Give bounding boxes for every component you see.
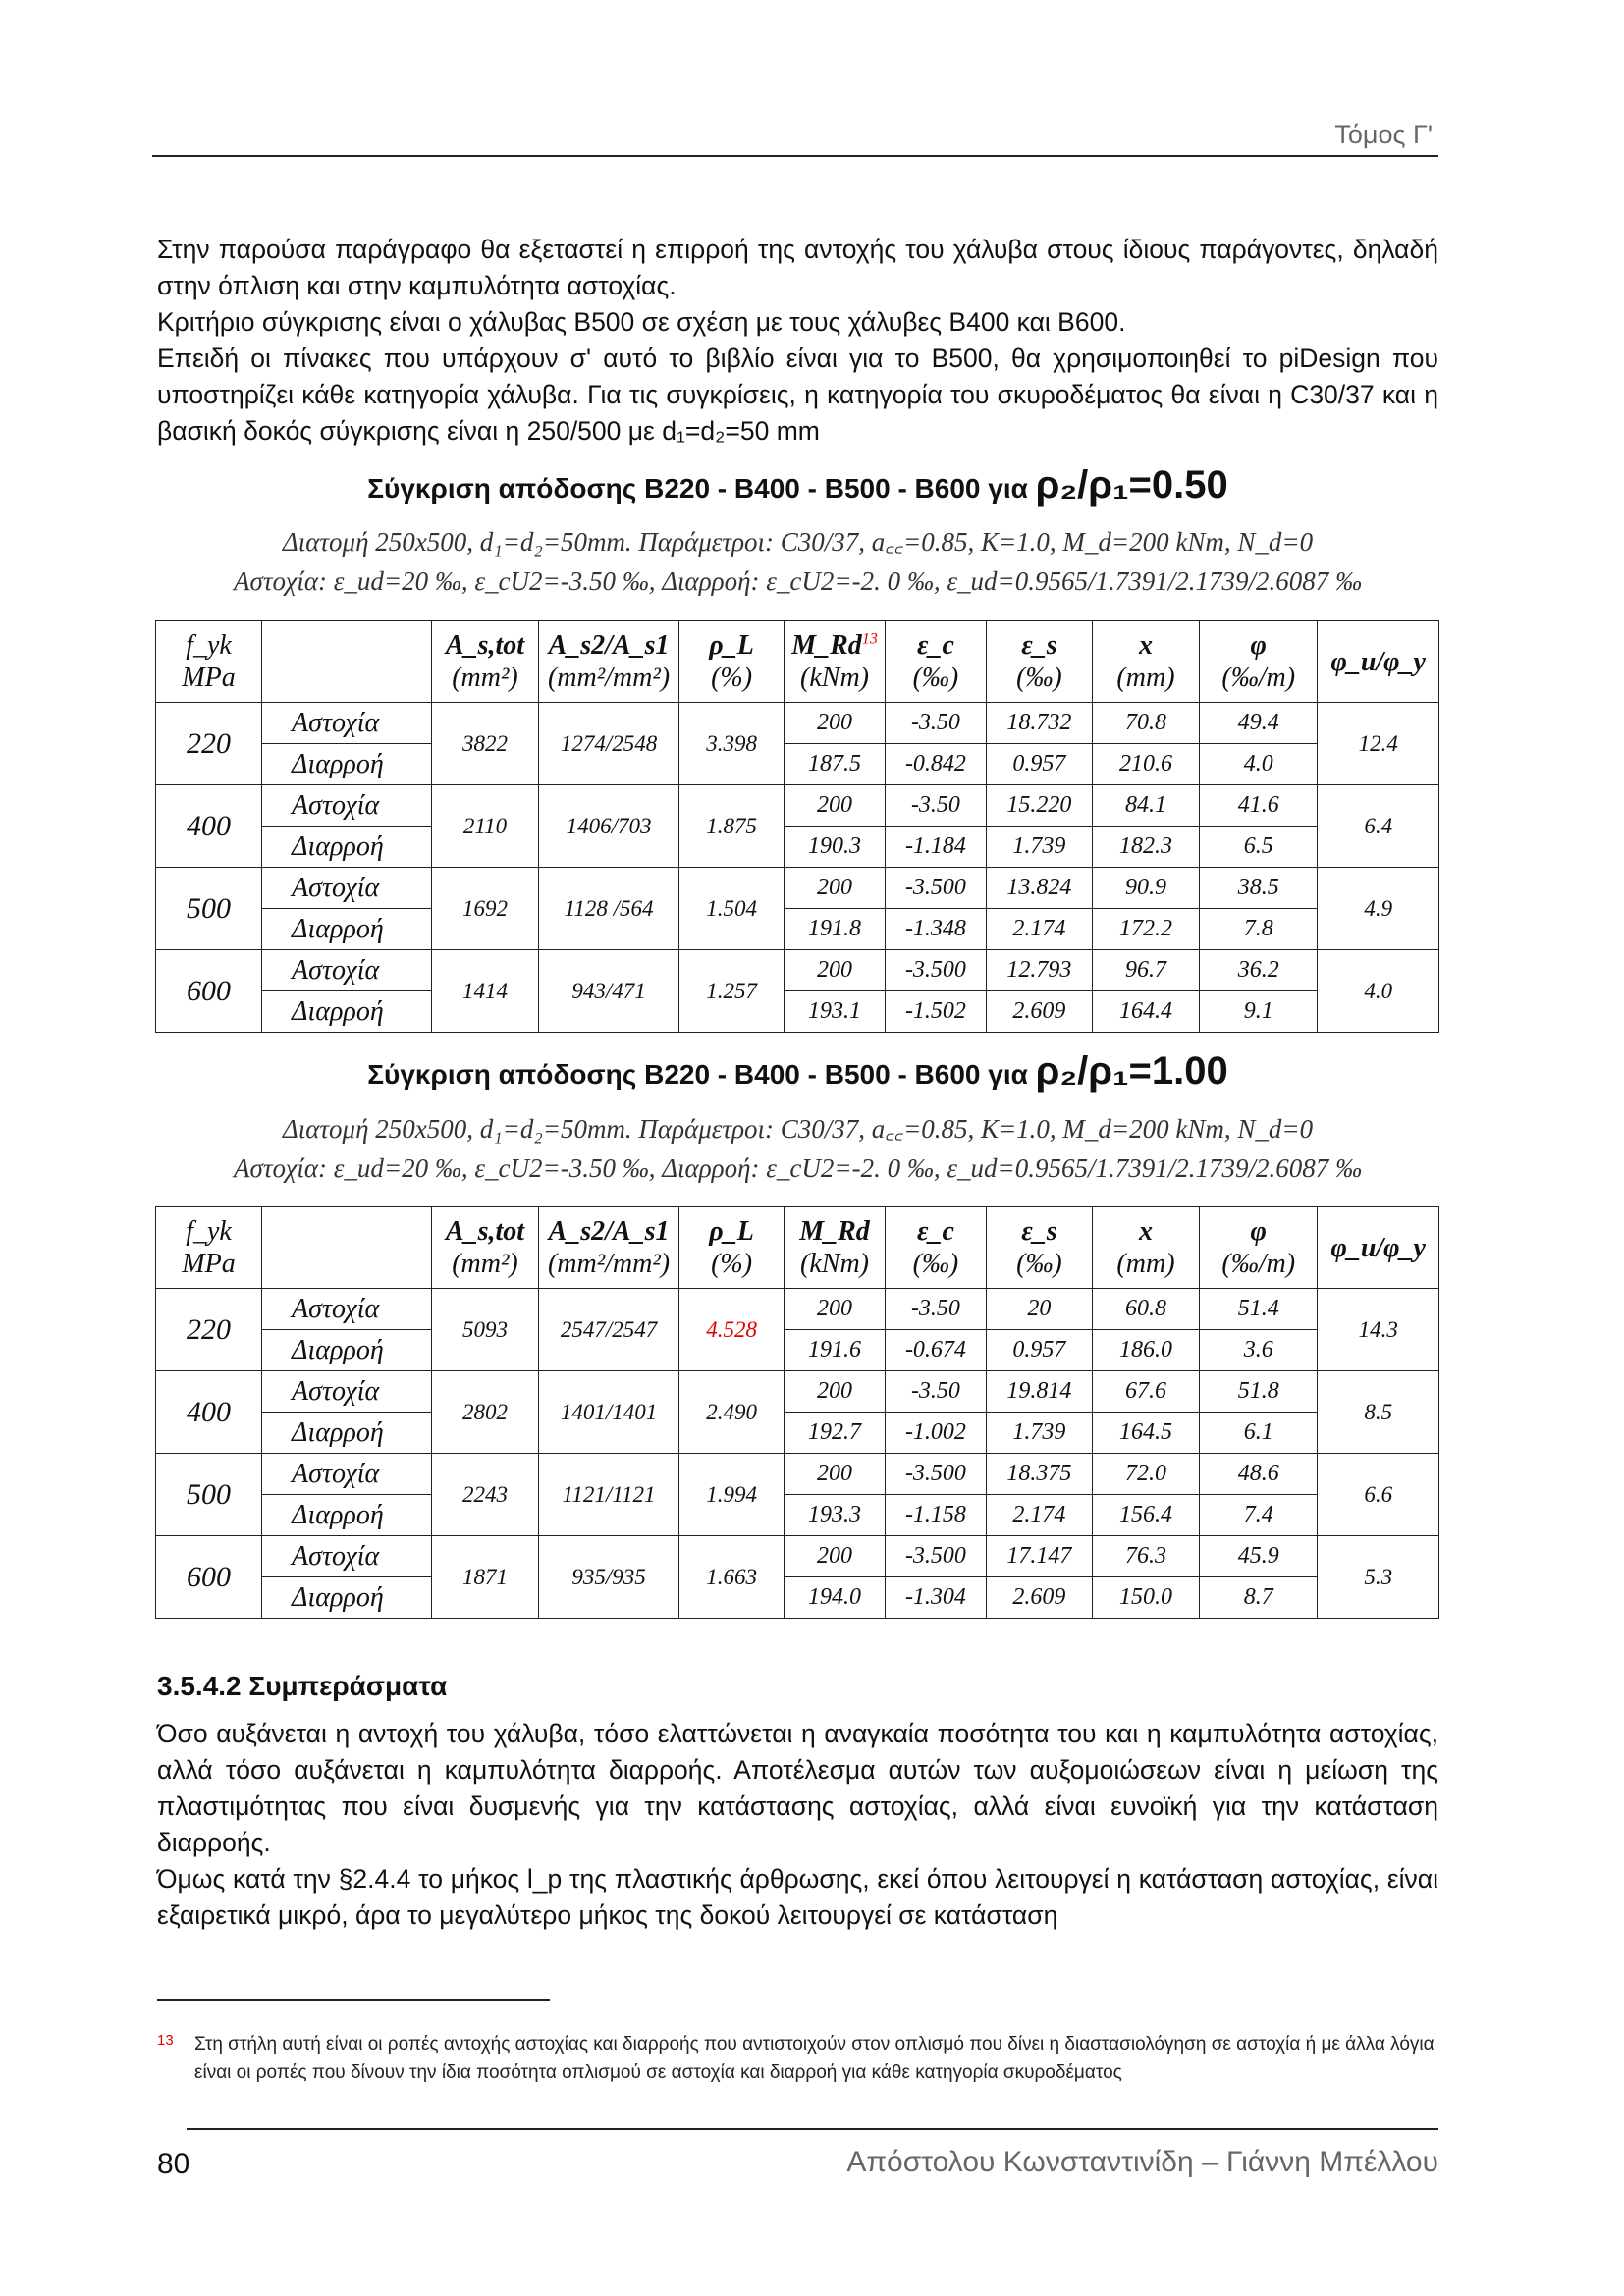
ductility-ratio-cell: 6.6 bbox=[1318, 1454, 1439, 1536]
x-failure-cell: 72.0 bbox=[1092, 1454, 1199, 1495]
table-row bbox=[156, 827, 1439, 868]
ec-failure-cell: -3.50 bbox=[885, 1289, 986, 1330]
phi-yield-cell: 3.6 bbox=[1200, 1330, 1318, 1371]
footer-rule bbox=[187, 2128, 1438, 2130]
ec-yield-cell: -0.674 bbox=[885, 1330, 986, 1371]
results-table-2 bbox=[155, 1206, 1439, 1619]
ec-yield-cell: -1.002 bbox=[885, 1413, 986, 1454]
phi-failure-cell: 38.5 bbox=[1200, 868, 1318, 909]
state-yield: Διαρροή bbox=[262, 1413, 432, 1454]
as2as1-cell: 1406/703 bbox=[539, 785, 679, 868]
col-astot-label: A_s,tot bbox=[445, 630, 525, 661]
table-row bbox=[156, 785, 1439, 827]
intro-paragraph: Στην παρούσα παράγραφο θα εξεταστεί η επιρροή της αντοχής του χάλυβα στους ίδιους παράγοντες, δηλαδή στην όπλιση και στην καμπυλότητα αστοχίας. bbox=[157, 235, 1438, 300]
conclusions-text bbox=[157, 1716, 1438, 1934]
as2as1-cell: 943/471 bbox=[539, 950, 679, 1033]
results-table-1 bbox=[155, 620, 1439, 1033]
col-phi-label: φ bbox=[1250, 1216, 1267, 1247]
ec-yield-cell: -1.304 bbox=[885, 1577, 986, 1619]
table2-title bbox=[157, 1049, 1438, 1094]
table-row bbox=[156, 1495, 1439, 1536]
table-row bbox=[156, 1454, 1439, 1495]
es-yield-cell: 1.739 bbox=[986, 1413, 1092, 1454]
table1-ratio: ρ₂/ρ₁=0.50 bbox=[1035, 463, 1228, 507]
col-x-label: x bbox=[1138, 630, 1153, 661]
astot-cell: 1871 bbox=[431, 1536, 538, 1619]
col-rhol-label: ρ_L bbox=[709, 1216, 754, 1247]
col-mrd-unit: (kNm) bbox=[800, 663, 870, 693]
fyk-cell: 500 bbox=[156, 1454, 262, 1536]
col-ec-unit: (‰) bbox=[912, 1249, 959, 1279]
astot-cell: 2802 bbox=[431, 1371, 538, 1454]
astot-cell: 1692 bbox=[431, 868, 538, 950]
ec-yield-cell: -1.158 bbox=[885, 1495, 986, 1536]
es-failure-cell: 17.147 bbox=[986, 1536, 1092, 1577]
phi-failure-cell: 36.2 bbox=[1200, 950, 1318, 991]
as2as1-cell: 1401/1401 bbox=[539, 1371, 679, 1454]
col-phi-unit: (‰/m) bbox=[1221, 663, 1296, 693]
state-failure: Αστοχία bbox=[262, 868, 432, 909]
astot-cell: 3822 bbox=[431, 703, 538, 785]
as2as1-cell: 1121/1121 bbox=[539, 1454, 679, 1536]
state-yield: Διαρροή bbox=[262, 1577, 432, 1619]
mrd-yield-cell: 193.1 bbox=[785, 991, 886, 1033]
col-rhol bbox=[679, 621, 785, 703]
state-failure: Αστοχία bbox=[262, 950, 432, 991]
state-failure: Αστοχία bbox=[262, 1371, 432, 1413]
es-failure-cell: 13.824 bbox=[986, 868, 1092, 909]
conclusions-paragraph: Όμως κατά την §2.4.4 το μήκος l_p της πλαστικής άρθρωσης, εκεί όπου λειτουργεί η κατάσταση αστοχίας, είναι εξαιρετικά μικρό, άρα το μεγαλύτερο μήκος της δοκού λειτουργεί σε κατάσταση bbox=[157, 1864, 1438, 1930]
es-failure-cell: 18.732 bbox=[986, 703, 1092, 744]
table2-params-line2: Αστοχία: ε_ud=20 ‰, ε_cU2=-3.50 ‰, Διαρροή: ε_cU2=-2. 0 ‰, ε_ud=0.9565/1.7391/2.1739/2.6087 ‰ bbox=[234, 1153, 1362, 1183]
state-yield: Διαρροή bbox=[262, 744, 432, 785]
col-state bbox=[262, 1207, 432, 1289]
x-yield-cell: 164.5 bbox=[1092, 1413, 1199, 1454]
state-yield: Διαρροή bbox=[262, 1330, 432, 1371]
col-mrd bbox=[785, 1207, 886, 1289]
col-es bbox=[986, 1207, 1092, 1289]
footnote-text: Στη στήλη αυτή είναι οι ροπές αντοχής αστοχίας και διαρροής που αντιστοιχούν στον οπλισμό που δίνει η διαστασιολόγηση σε αστοχία ή με άλλα λόγια είναι οι ροπές που δίνουν την ίδια ποσότητα οπλισμού σε αστοχία και διαρροή για κάθε κατηγορία σκυροδέματος bbox=[194, 2034, 1435, 2083]
col-astot bbox=[431, 1207, 538, 1289]
col-phi bbox=[1200, 1207, 1318, 1289]
col-as2as1-unit: (mm²/mm²) bbox=[547, 663, 671, 693]
ec-failure-cell: -3.50 bbox=[885, 1371, 986, 1413]
table1-params-line2: Αστοχία: ε_ud=20 ‰, ε_cU2=-3.50 ‰, Διαρροή: ε_cU2=-2. 0 ‰, ε_ud=0.9565/1.7391/2.1739/2.6087 ‰ bbox=[234, 566, 1362, 596]
col-x-unit: (mm) bbox=[1116, 663, 1175, 693]
state-yield: Διαρροή bbox=[262, 909, 432, 950]
x-failure-cell: 96.7 bbox=[1092, 950, 1199, 991]
col-fyk-label: f_yk bbox=[186, 630, 232, 661]
col-as2as1-label: A_s2/A_s1 bbox=[548, 630, 670, 661]
state-failure: Αστοχία bbox=[262, 1536, 432, 1577]
col-phi bbox=[1200, 621, 1318, 703]
col-x-label: x bbox=[1138, 1216, 1153, 1247]
x-yield-cell: 156.4 bbox=[1092, 1495, 1199, 1536]
table-row bbox=[156, 1413, 1439, 1454]
table1-params-line1: Διατομή 250x500, d₁=d₂=50mm. Παράμετροι: C30/37, a꜀꜀=0.85, K=1.0, M_d=200 kNm, N_d=0 bbox=[282, 527, 1314, 557]
col-mrd-unit: (kNm) bbox=[800, 1249, 870, 1279]
table-row bbox=[156, 744, 1439, 785]
mrd-failure-cell: 200 bbox=[785, 1289, 886, 1330]
es-failure-cell: 12.793 bbox=[986, 950, 1092, 991]
es-yield-cell: 2.609 bbox=[986, 1577, 1092, 1619]
col-as2as1 bbox=[539, 621, 679, 703]
col-as2as1 bbox=[539, 1207, 679, 1289]
es-yield-cell: 2.609 bbox=[986, 991, 1092, 1033]
col-phiratio bbox=[1318, 621, 1439, 703]
as2as1-cell: 1274/2548 bbox=[539, 703, 679, 785]
col-astot-unit: (mm²) bbox=[452, 663, 518, 693]
x-yield-cell: 182.3 bbox=[1092, 827, 1199, 868]
table2-params bbox=[157, 1109, 1438, 1188]
table-row bbox=[156, 950, 1439, 991]
footnote-mark: 13 bbox=[157, 2032, 174, 2049]
table-row bbox=[156, 868, 1439, 909]
intro-text bbox=[157, 232, 1438, 450]
col-state bbox=[262, 621, 432, 703]
table-row bbox=[156, 909, 1439, 950]
fyk-cell: 600 bbox=[156, 950, 262, 1033]
phi-failure-cell: 45.9 bbox=[1200, 1536, 1318, 1577]
ductility-ratio-cell: 6.4 bbox=[1318, 785, 1439, 868]
table-row bbox=[156, 1289, 1439, 1330]
phi-yield-cell: 7.4 bbox=[1200, 1495, 1318, 1536]
rhol-cell: 1.663 bbox=[679, 1536, 785, 1619]
table1-params bbox=[157, 522, 1438, 601]
col-x bbox=[1092, 621, 1199, 703]
ductility-ratio-cell: 8.5 bbox=[1318, 1371, 1439, 1454]
col-ec-label: ε_c bbox=[916, 1216, 954, 1247]
ec-yield-cell: -1.348 bbox=[885, 909, 986, 950]
table1-title bbox=[157, 463, 1438, 507]
rhol-cell: 1.994 bbox=[679, 1454, 785, 1536]
conclusions-paragraph: Όσο αυξάνεται η αντοχή του χάλυβα, τόσο ελαττώνεται η αναγκαία ποσότητα του και η καμπυλότητα αστοχίας, αλλά τόσο αυξάνεται η καμπυλότητα διαρροής. Αποτέλεσμα αυτών των αυξομοιώσεων είναι η μείωση της πλαστιμότητας που είναι δυσμενής για την κατάστασης αστοχίας, αλλά είναι ευνοϊκή για την κατάσταση διαρροής. bbox=[157, 1719, 1438, 1857]
mrd-yield-cell: 190.3 bbox=[785, 827, 886, 868]
phi-failure-cell: 51.4 bbox=[1200, 1289, 1318, 1330]
col-rhol-unit: (%) bbox=[711, 1249, 753, 1279]
intro-paragraph: Κριτήριο σύγκρισης είναι ο χάλυβας Β500 σε σχέση με τους χάλυβες Β400 και Β600. bbox=[157, 307, 1126, 337]
col-x-unit: (mm) bbox=[1116, 1249, 1175, 1279]
table-row bbox=[156, 1330, 1439, 1371]
state-yield: Διαρροή bbox=[262, 1495, 432, 1536]
mrd-yield-cell: 192.7 bbox=[785, 1413, 886, 1454]
fyk-cell: 220 bbox=[156, 703, 262, 785]
col-x bbox=[1092, 1207, 1199, 1289]
x-yield-cell: 210.6 bbox=[1092, 744, 1199, 785]
conclusions-heading: 3.5.4.2 Συμπεράσματα bbox=[157, 1671, 448, 1701]
as2as1-cell: 2547/2547 bbox=[539, 1289, 679, 1371]
ec-yield-cell: -0.842 bbox=[885, 744, 986, 785]
rhol-cell: 1.875 bbox=[679, 785, 785, 868]
table2-title-text: Σύγκριση απόδοσης Β220 - Β400 - Β500 - Β600 για bbox=[367, 1059, 1028, 1090]
as2as1-cell: 935/935 bbox=[539, 1536, 679, 1619]
col-phiratio-label: φ_u/φ_y bbox=[1330, 646, 1426, 677]
ec-failure-cell: -3.50 bbox=[885, 785, 986, 827]
x-failure-cell: 90.9 bbox=[1092, 868, 1199, 909]
volume-label: Τόμος Γ' bbox=[1334, 120, 1433, 149]
ec-yield-cell: -1.502 bbox=[885, 991, 986, 1033]
table-row bbox=[156, 703, 1439, 744]
mrd-failure-cell: 200 bbox=[785, 1536, 886, 1577]
phi-yield-cell: 7.8 bbox=[1200, 909, 1318, 950]
col-fyk-label: f_yk bbox=[186, 1216, 232, 1247]
running-header bbox=[152, 116, 1438, 157]
col-phi-label: φ bbox=[1250, 630, 1267, 661]
col-es bbox=[986, 621, 1092, 703]
col-fyk-unit: MPa bbox=[182, 1249, 236, 1279]
x-yield-cell: 172.2 bbox=[1092, 909, 1199, 950]
col-astot-unit: (mm²) bbox=[452, 1249, 518, 1279]
mrd-failure-cell: 200 bbox=[785, 950, 886, 991]
col-phiratio bbox=[1318, 1207, 1439, 1289]
ec-failure-cell: -3.50 bbox=[885, 703, 986, 744]
astot-cell: 2243 bbox=[431, 1454, 538, 1536]
phi-failure-cell: 41.6 bbox=[1200, 785, 1318, 827]
es-failure-cell: 15.220 bbox=[986, 785, 1092, 827]
rhol-cell: 2.490 bbox=[679, 1371, 785, 1454]
mrd-failure-cell: 200 bbox=[785, 1454, 886, 1495]
x-yield-cell: 186.0 bbox=[1092, 1330, 1199, 1371]
col-fyk bbox=[156, 1207, 262, 1289]
col-es-label: ε_s bbox=[1021, 1216, 1057, 1247]
x-yield-cell: 150.0 bbox=[1092, 1577, 1199, 1619]
page-number: 80 bbox=[157, 2148, 190, 2180]
phi-yield-cell: 4.0 bbox=[1200, 744, 1318, 785]
mrd-failure-cell: 200 bbox=[785, 703, 886, 744]
ductility-ratio-cell: 5.3 bbox=[1318, 1536, 1439, 1619]
state-failure: Αστοχία bbox=[262, 1289, 432, 1330]
fyk-cell: 500 bbox=[156, 868, 262, 950]
es-failure-cell: 19.814 bbox=[986, 1371, 1092, 1413]
table1-title-text: Σύγκριση απόδοσης Β220 - Β400 - Β500 - Β600 για bbox=[367, 473, 1028, 504]
es-failure-cell: 20 bbox=[986, 1289, 1092, 1330]
x-failure-cell: 67.6 bbox=[1092, 1371, 1199, 1413]
mrd-yield-cell: 191.8 bbox=[785, 909, 886, 950]
x-failure-cell: 70.8 bbox=[1092, 703, 1199, 744]
rhol-cell: 4.528 bbox=[679, 1289, 785, 1371]
col-mrd bbox=[785, 621, 886, 703]
col-es-unit: (‰) bbox=[1016, 663, 1062, 693]
ductility-ratio-cell: 4.0 bbox=[1318, 950, 1439, 1033]
state-yield: Διαρροή bbox=[262, 827, 432, 868]
astot-cell: 2110 bbox=[431, 785, 538, 868]
col-es-unit: (‰) bbox=[1016, 1249, 1062, 1279]
phi-yield-cell: 6.5 bbox=[1200, 827, 1318, 868]
table-row bbox=[156, 1371, 1439, 1413]
es-yield-cell: 2.174 bbox=[986, 1495, 1092, 1536]
header-row bbox=[156, 621, 1439, 703]
footer-authors: Απόστολου Κωνσταντινίδη – Γιάννη Μπέλλου bbox=[846, 2146, 1438, 2178]
col-ec bbox=[885, 621, 986, 703]
header-row bbox=[156, 1207, 1439, 1289]
col-rhol-label: ρ_L bbox=[709, 630, 754, 661]
phi-failure-cell: 48.6 bbox=[1200, 1454, 1318, 1495]
state-failure: Αστοχία bbox=[262, 1454, 432, 1495]
mrd-yield-cell: 193.3 bbox=[785, 1495, 886, 1536]
fyk-cell: 600 bbox=[156, 1536, 262, 1619]
table2-params-line1: Διατομή 250x500, d₁=d₂=50mm. Παράμετροι: C30/37, a꜀꜀=0.85, K=1.0, M_d=200 kNm, N_d=0 bbox=[282, 1114, 1314, 1144]
astot-cell: 5093 bbox=[431, 1289, 538, 1371]
phi-failure-cell: 51.8 bbox=[1200, 1371, 1318, 1413]
x-failure-cell: 76.3 bbox=[1092, 1536, 1199, 1577]
col-rhol-unit: (%) bbox=[711, 663, 753, 693]
es-yield-cell: 0.957 bbox=[986, 1330, 1092, 1371]
mrd-failure-cell: 200 bbox=[785, 1371, 886, 1413]
col-mrd-label: M_Rd bbox=[791, 630, 862, 661]
x-yield-cell: 164.4 bbox=[1092, 991, 1199, 1033]
mrd-failure-cell: 200 bbox=[785, 868, 886, 909]
phi-failure-cell: 49.4 bbox=[1200, 703, 1318, 744]
fyk-cell: 400 bbox=[156, 1371, 262, 1454]
es-failure-cell: 18.375 bbox=[986, 1454, 1092, 1495]
col-mrd-label: M_Rd bbox=[799, 1216, 870, 1247]
ductility-ratio-cell: 4.9 bbox=[1318, 868, 1439, 950]
table-row bbox=[156, 1577, 1439, 1619]
col-ec bbox=[885, 1207, 986, 1289]
table-row bbox=[156, 1536, 1439, 1577]
col-ec-label: ε_c bbox=[916, 630, 954, 661]
mrd-yield-cell: 187.5 bbox=[785, 744, 886, 785]
ec-failure-cell: -3.500 bbox=[885, 950, 986, 991]
table2-ratio: ρ₂/ρ₁=1.00 bbox=[1035, 1049, 1228, 1093]
phi-yield-cell: 9.1 bbox=[1200, 991, 1318, 1033]
mrd-failure-cell: 200 bbox=[785, 785, 886, 827]
col-phiratio-label: φ_u/φ_y bbox=[1330, 1232, 1426, 1263]
col-astot-label: A_s,tot bbox=[445, 1216, 525, 1247]
table-row bbox=[156, 991, 1439, 1033]
footnote-separator bbox=[157, 1999, 550, 2001]
rhol-cell: 3.398 bbox=[679, 703, 785, 785]
mrd-yield-cell: 194.0 bbox=[785, 1577, 886, 1619]
es-yield-cell: 0.957 bbox=[986, 744, 1092, 785]
fyk-cell: 400 bbox=[156, 785, 262, 868]
ec-yield-cell: -1.184 bbox=[885, 827, 986, 868]
phi-yield-cell: 8.7 bbox=[1200, 1577, 1318, 1619]
col-as2as1-label: A_s2/A_s1 bbox=[548, 1216, 670, 1247]
x-failure-cell: 84.1 bbox=[1092, 785, 1199, 827]
as2as1-cell: 1128 /564 bbox=[539, 868, 679, 950]
ec-failure-cell: -3.500 bbox=[885, 868, 986, 909]
es-yield-cell: 1.739 bbox=[986, 827, 1092, 868]
footnote-ref: 13 bbox=[861, 630, 878, 648]
rhol-cell: 1.504 bbox=[679, 868, 785, 950]
ductility-ratio-cell: 12.4 bbox=[1318, 703, 1439, 785]
col-astot bbox=[431, 621, 538, 703]
astot-cell: 1414 bbox=[431, 950, 538, 1033]
state-yield: Διαρροή bbox=[262, 991, 432, 1033]
ec-failure-cell: -3.500 bbox=[885, 1454, 986, 1495]
col-phi-unit: (‰/m) bbox=[1221, 1249, 1296, 1279]
state-failure: Αστοχία bbox=[262, 785, 432, 827]
ductility-ratio-cell: 14.3 bbox=[1318, 1289, 1439, 1371]
fyk-cell: 220 bbox=[156, 1289, 262, 1371]
col-ec-unit: (‰) bbox=[912, 663, 959, 693]
footnote bbox=[157, 2030, 1438, 2087]
col-es-label: ε_s bbox=[1021, 630, 1057, 661]
intro-paragraph: Επειδή οι πίνακες που υπάρχουν σ' αυτό το βιβλίο είναι για το Β500, θα χρησιμοποιηθεί το piDesign που υποστηρίζει κάθε κατηγορία χάλυβα. Για τις συγκρίσεις, η κατηγορία του σκυροδέματος θα είναι η C30/37 και η βασική δοκός σύγκρισης είναι η 250/500 με d₁=d₂=50 mm bbox=[157, 344, 1438, 446]
state-failure: Αστοχία bbox=[262, 703, 432, 744]
x-failure-cell: 60.8 bbox=[1092, 1289, 1199, 1330]
ec-failure-cell: -3.500 bbox=[885, 1536, 986, 1577]
col-fyk-unit: MPa bbox=[182, 663, 236, 693]
col-fyk bbox=[156, 621, 262, 703]
phi-yield-cell: 6.1 bbox=[1200, 1413, 1318, 1454]
mrd-yield-cell: 191.6 bbox=[785, 1330, 886, 1371]
col-rhol bbox=[679, 1207, 785, 1289]
es-yield-cell: 2.174 bbox=[986, 909, 1092, 950]
rhol-cell: 1.257 bbox=[679, 950, 785, 1033]
col-as2as1-unit: (mm²/mm²) bbox=[547, 1249, 671, 1279]
